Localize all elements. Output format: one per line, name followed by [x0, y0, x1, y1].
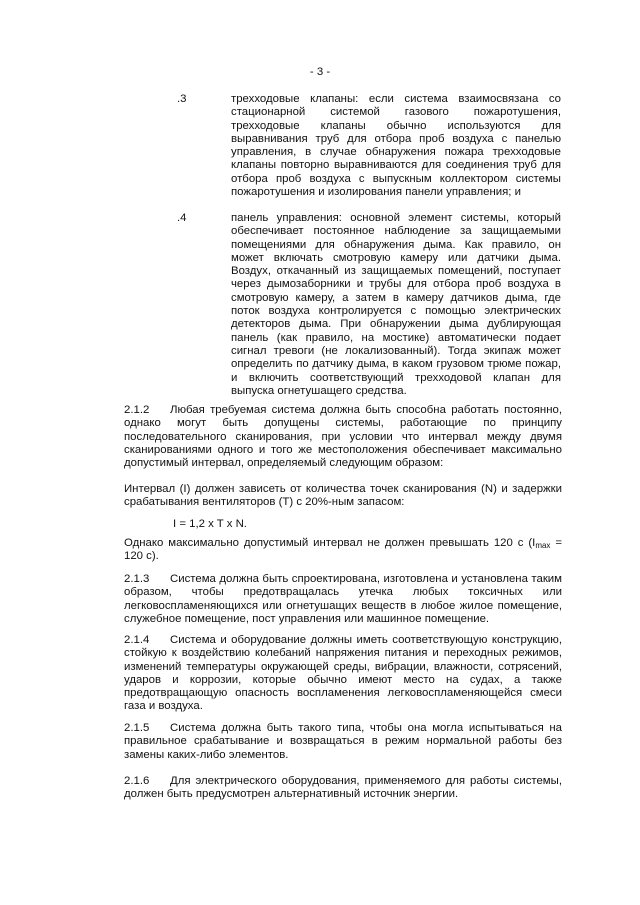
paragraph-number: 2.1.4	[124, 634, 150, 646]
paragraph-text: Система должна быть спроектирована, изготовлена и установлена таким образом, чтобы предотвращалась утечка любых токсичных или легковоспламеняющихся или огнетушащих веществ в любое жилое помещение, служебное помещение, пост управления или машинное помещение.	[124, 573, 562, 625]
paragraph-text: Для электрического оборудования, применяемого для работы системы, должен быть предусмотрен альтернативный источник энергии.	[124, 775, 562, 801]
item-text: панель управления: основной элемент системы, который обеспечивает постоянное наблюдение за защищаемыми помещениями для обнаружения дыма. Как правило, он может включать смотровую камеру или датчики дыма. Воздух, откачанный из защищаемых помещений, поступает через дымозаборники и трубы для отбора проб воздуха в смотровую камеру, а затем в камеру датчиков дыма, где поток воздуха контролируется с помощью электрических детекторов дыма. При обнаружении дыма дублирующая панель (как правило, на мостике) автоматически подает сигнал тревоги (не локализованный). Тогда экипаж может определить по датчику дыма, в каком грузовом трюме пожар, и включить соответствующий трехходовой клапан для выпуска огнетушащего средства.	[231, 212, 561, 397]
paragraph-2-1-3	[124, 573, 562, 626]
page-number: - 3 -	[309, 66, 331, 78]
item-number: .4	[177, 212, 187, 224]
paragraph-2-1-4	[124, 634, 562, 714]
paragraph-2-1-2	[124, 404, 562, 470]
max-interval-value: = 120 с).	[124, 537, 563, 563]
paragraph-text: Система и оборудование должны иметь соответствующую конструкцию, стойкую к воздействию колебаний напряжения питания и переходных режимов, изменений температуры окружающей среды, вибрации, влажности, сотрясений, ударов и коррозии, которые обычно имеют место на судах, а также предотвращающую опасность воспламенения легковоспламеняющейся смеси газа и воздуха.	[124, 634, 562, 713]
paragraph-text: Система должна быть такого типа, чтобы она могла испытываться на правильное срабатывание и возвращаться в режим нормальной работы без замены каких-либо элементов.	[124, 722, 562, 761]
max-subscript: max	[535, 541, 551, 550]
interval-formula: I = 1,2 x T x N.	[173, 518, 247, 530]
paragraph-text: Любая требуемая система должна быть способна работать постоянно, однако могут быть допущены системы, работающие по принципу последовательного сканирования, при условии что интервал между двумя сканированиями одного и того же местоположения обеспечивает максимально допустимый интервал, определяемый следующим образом:	[124, 404, 562, 470]
paragraph-2-1-6	[124, 775, 562, 802]
paragraph-number: 2.1.6	[124, 775, 150, 787]
item-text: трехходовые клапаны: если система взаимосвязана со стационарной системой газового пожаротушения, трехходовые клапаны обычно используются для выравнивания труб для отбора проб воздуха с панелью управления, в случае обнаружения пожара трехходовые клапаны повторно выравниваются для соединения труб для отбора проб воздуха с выпускным коллектором системы пожаротушения и изолирования панели управления; и	[231, 93, 561, 199]
paragraph-number: 2.1.5	[124, 722, 150, 734]
max-interval-paragraph	[124, 537, 562, 564]
max-interval-text: Однако максимально допустимый интервал не должен превышать 120 с (I	[124, 537, 536, 549]
paragraph-number: 2.1.2	[124, 404, 150, 416]
paragraph-number: 2.1.3	[124, 573, 150, 585]
item-number: .3	[177, 93, 187, 105]
paragraph-2-1-5	[124, 722, 562, 762]
interval-paragraph: Интервал (I) должен зависеть от количества точек сканирования (N) и задержки срабатывания вентиляторов (T) с 20%-ным запасом:	[124, 483, 562, 509]
